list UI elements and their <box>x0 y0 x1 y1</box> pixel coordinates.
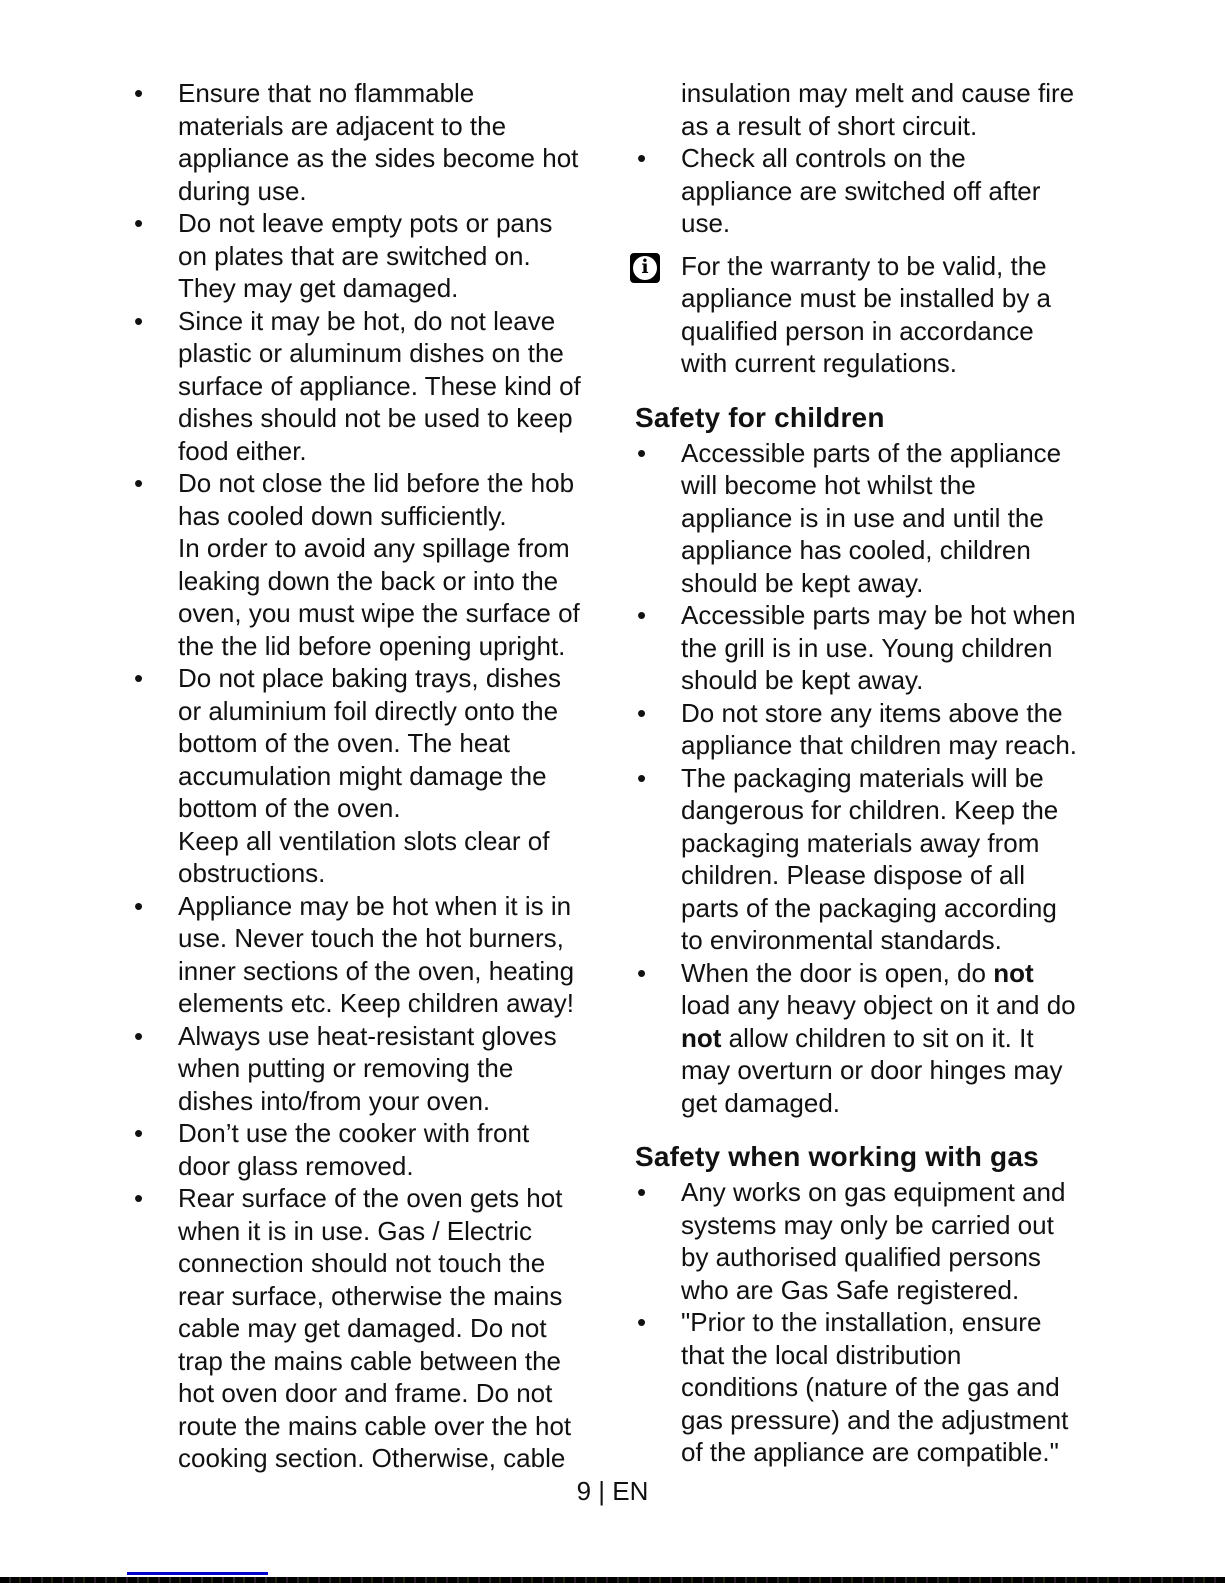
text-line: appliance must be installed by a <box>681 283 1052 313</box>
text-line: Keep all ventilation slots clear of <box>178 825 550 856</box>
text-line: insulation may melt and cause fire <box>681 78 1075 108</box>
bullet-icon: • <box>134 78 144 108</box>
text-line: or aluminium foil directly onto the <box>178 695 559 726</box>
text-line: bottom of the oven. The heat <box>178 728 510 758</box>
text-line: surface of appliance. These kind of <box>178 370 581 401</box>
text-line: hot oven door and frame. Do not <box>178 1378 553 1408</box>
text-line: the the lid before opening upright. <box>178 630 566 661</box>
text-line: qualified person in accordance <box>681 315 1034 346</box>
text-line: the grill is in use. Young children <box>681 632 1053 663</box>
bullet-item <box>635 437 1115 600</box>
text-line: For the warranty to be valid, the <box>681 250 1047 281</box>
bullet-item <box>132 305 612 468</box>
text-line: route the mains cable over the hot <box>178 1410 572 1441</box>
section-heading: Safety when working with gas <box>635 1141 1039 1172</box>
text-line: use. Never touch the hot burners, <box>178 923 564 953</box>
bullet-icon: • <box>134 468 144 498</box>
text-line: appliance is in use and until the <box>681 502 1044 533</box>
text-line: dangerous for children. Keep the <box>681 795 1059 825</box>
text-line: appliance are switched off after <box>681 175 1041 206</box>
bullet-item <box>635 697 1115 762</box>
bullet-icon: • <box>134 1183 144 1213</box>
text-line: appliance has cooled, children <box>681 535 1031 565</box>
bullet-item <box>132 1020 612 1118</box>
text-line: Do not leave empty pots or pans <box>178 208 553 238</box>
text-line: should be kept away. <box>681 567 924 598</box>
text-line: obstructions. <box>178 858 326 888</box>
text-line: systems may only be carried out <box>681 1209 1054 1240</box>
bullet-icon: • <box>637 1307 647 1337</box>
bullet-item <box>132 207 612 305</box>
text-line: cable may get damaged. Do not <box>178 1313 547 1343</box>
text-line: Do not close the lid before the hob <box>178 468 575 498</box>
section-heading: Safety for children <box>635 401 885 433</box>
text-line: Appliance may be hot when it is in <box>178 890 572 921</box>
text-line: cooking section. Otherwise, cable <box>178 1443 566 1473</box>
text-line: to environmental standards. <box>681 925 1002 955</box>
text-line: accumulation might damage the <box>178 760 547 791</box>
text-line: with current regulations. <box>681 348 958 378</box>
text-segment: allow children to sit on it. It <box>721 1022 1034 1053</box>
text-line: during use. <box>178 175 307 206</box>
text-line <box>681 1022 1115 1055</box>
bullet-item <box>635 957 1115 1120</box>
bullet-icon: • <box>134 305 144 336</box>
text-line: Do not store any items above the <box>681 697 1063 728</box>
bullet-icon: • <box>637 1177 647 1207</box>
text-segment: When the door is open, do <box>681 957 994 988</box>
text-line: when putting or removing the <box>178 1053 514 1083</box>
text-line: dishes should not be used to keep <box>178 403 573 433</box>
text-line: has cooled down sufficiently. <box>178 500 507 531</box>
text-line: Rear surface of the oven gets hot <box>178 1183 563 1213</box>
text-line: food either. <box>178 435 307 466</box>
info-icon-glyph: i <box>641 256 649 278</box>
text-line: gas pressure) and the adjustment <box>681 1404 1069 1435</box>
text-line: connection should not touch the <box>178 1248 546 1278</box>
bullet-item <box>132 467 612 662</box>
text-line: use. <box>681 208 731 238</box>
bullet-icon: • <box>637 697 647 728</box>
text-line: will become hot whilst the <box>681 470 976 500</box>
bullet-item <box>635 1306 1115 1469</box>
bullet-item <box>132 1182 612 1475</box>
text-line: trap the mains cable between the <box>178 1345 562 1376</box>
bullet-icon: • <box>134 208 144 238</box>
text-line <box>681 957 1115 990</box>
text-line: load any heavy object on it and do <box>681 990 1076 1020</box>
text-line: Do not place baking trays, dishes <box>178 663 561 693</box>
text-line: Accessible parts may be hot when <box>681 600 1076 630</box>
text-line: Ensure that no flammable <box>178 78 475 108</box>
text-line: The packaging materials will be <box>681 762 1044 793</box>
bullet-item <box>132 662 612 890</box>
left-column <box>132 77 612 1475</box>
scan-artifact-line <box>0 1577 1225 1583</box>
text-line: Since it may be hot, do not leave <box>178 305 556 336</box>
info-note <box>635 250 1115 380</box>
text-line: appliance as the sides become hot <box>178 143 579 173</box>
bold-text: not <box>681 1022 722 1053</box>
bullet-icon: • <box>134 1118 144 1148</box>
paragraph <box>635 77 1115 142</box>
bullet-item <box>635 142 1115 240</box>
text-line: on plates that are switched on. <box>178 240 531 271</box>
info-icon-disc <box>633 256 657 280</box>
right-column <box>635 77 1115 1469</box>
text-line: conditions (nature of the gas and <box>681 1372 1060 1402</box>
bullet-icon: • <box>637 600 647 630</box>
text-line: packaging materials away from <box>681 827 1040 858</box>
text-line: get damaged. <box>681 1087 841 1118</box>
bullet-item <box>635 599 1115 697</box>
bullet-item <box>132 77 612 207</box>
bullet-item <box>635 762 1115 957</box>
bold-text: not <box>993 957 1034 988</box>
text-line: plastic or aluminum dishes on the <box>178 338 564 368</box>
bullet-item <box>635 1176 1115 1306</box>
bullet-icon: • <box>134 1020 144 1051</box>
text-line: as a result of short circuit. <box>681 110 978 141</box>
text-line: rear surface, otherwise the mains <box>178 1280 563 1311</box>
text-line: Always use heat-resistant gloves <box>178 1020 557 1051</box>
text-line: may overturn or door hinges may <box>681 1055 1063 1085</box>
text-line: materials are adjacent to the <box>178 110 507 141</box>
text-line: They may get damaged. <box>178 273 459 303</box>
text-line: dishes into/from your oven. <box>178 1085 491 1116</box>
text-line: of the appliance are compatible." <box>681 1437 1059 1467</box>
bullet-item <box>132 890 612 1020</box>
text-line: Don’t use the cooker with front <box>178 1118 530 1148</box>
text-line: that the local distribution <box>681 1339 962 1370</box>
bullet-icon: • <box>134 890 144 921</box>
text-line: Accessible parts of the appliance <box>681 437 1062 468</box>
bullet-icon: • <box>637 762 647 793</box>
blue-underline-mark <box>127 1572 268 1575</box>
text-line: children. Please dispose of all <box>681 860 1025 890</box>
text-line: should be kept away. <box>681 665 924 695</box>
text-line: who are Gas Safe registered. <box>681 1274 1020 1305</box>
bullet-icon: • <box>637 143 647 173</box>
text-line: Check all controls on the <box>681 143 966 173</box>
text-line: leaking down the back or into the <box>178 565 559 596</box>
text-line: "Prior to the installation, ensure <box>681 1307 1042 1337</box>
text-line: elements etc. Keep children away! <box>178 988 574 1018</box>
text-line: Any works on gas equipment and <box>681 1177 1066 1207</box>
text-line: parts of the packaging according <box>681 892 1057 923</box>
info-icon <box>630 253 660 283</box>
text-line: inner sections of the oven, heating <box>178 955 575 986</box>
bullet-icon: • <box>134 663 144 693</box>
text-line: door glass removed. <box>178 1150 414 1181</box>
text-line: bottom of the oven. <box>178 793 401 823</box>
text-line: appliance that children may reach. <box>681 730 1078 760</box>
text-line: by authorised qualified persons <box>681 1242 1041 1272</box>
text-line: oven, you must wipe the surface of <box>178 598 580 628</box>
bullet-item <box>132 1117 612 1182</box>
text-line: In order to avoid any spillage from <box>178 533 570 563</box>
bullet-icon: • <box>637 957 647 988</box>
page-number: 9 | EN <box>576 1476 649 1506</box>
text-line: when it is in use. Gas / Electric <box>178 1215 533 1246</box>
bullet-icon: • <box>637 437 647 468</box>
